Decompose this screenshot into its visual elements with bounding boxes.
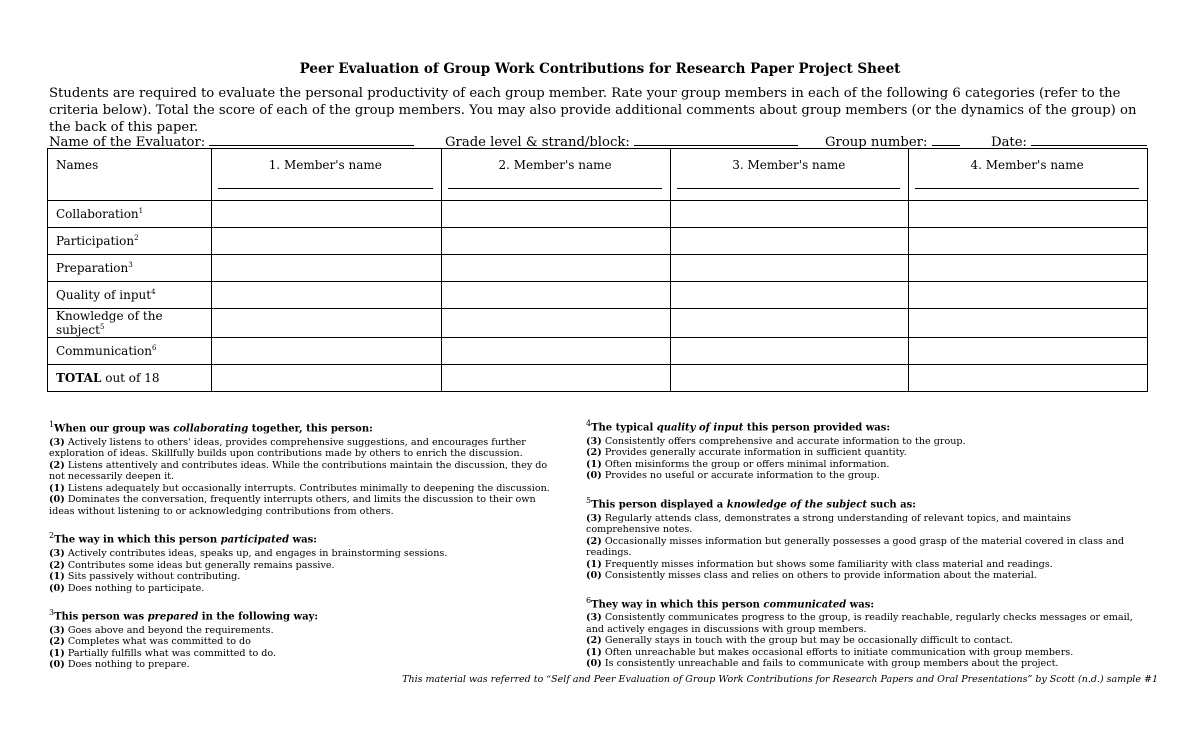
member-2-label: 2. Member's name bbox=[498, 158, 612, 172]
criteria-item bbox=[49, 460, 563, 483]
criteria-item bbox=[586, 647, 1136, 659]
score-value: (3) bbox=[586, 512, 602, 524]
criteria-heading bbox=[586, 495, 1136, 511]
member-1-header[interactable] bbox=[211, 149, 441, 201]
category-footnote-ref: 4 bbox=[151, 288, 156, 296]
criteria-item bbox=[586, 559, 1136, 571]
criteria-description: Consistently communicates progress to the group, is readily reachable, regularly checks messages or email, and actively engages in discussions with group members. bbox=[586, 612, 1133, 635]
category-name: Communication bbox=[56, 344, 152, 358]
names-header: Names bbox=[48, 149, 212, 201]
member-1-label: 1. Member's name bbox=[268, 158, 382, 172]
score-value: (3) bbox=[49, 436, 65, 448]
criteria-item bbox=[49, 548, 563, 560]
criteria-heading-num: 2 bbox=[49, 531, 55, 541]
criteria-item bbox=[49, 560, 563, 572]
score-cell[interactable] bbox=[211, 365, 441, 392]
member-2-name-line[interactable] bbox=[448, 178, 663, 189]
score-cell[interactable] bbox=[441, 201, 671, 228]
score-cell[interactable] bbox=[441, 228, 671, 255]
criteria-heading-pre: When our group was bbox=[54, 423, 174, 435]
criteria-description: Listens attentively and contributes ideas. While the contributions maintain the discussion, they do not necessarily deepen it. bbox=[49, 459, 548, 483]
table-row bbox=[48, 282, 1148, 309]
criteria-right-column bbox=[586, 418, 1136, 683]
score-cell[interactable] bbox=[671, 309, 909, 338]
criteria-item bbox=[49, 483, 563, 495]
score-cell[interactable] bbox=[211, 255, 441, 282]
score-cell[interactable] bbox=[211, 201, 441, 228]
category-footnote-ref: 1 bbox=[138, 207, 144, 215]
evaluator-blank[interactable] bbox=[209, 133, 414, 146]
score-cell[interactable] bbox=[441, 282, 671, 309]
criteria-heading-post: together, this person: bbox=[248, 423, 373, 435]
total-row bbox=[48, 365, 1148, 392]
criteria-description: Occasionally misses information but generally possesses a good grasp of the material covered in class and readings. bbox=[586, 535, 1125, 559]
score-cell[interactable] bbox=[211, 338, 441, 365]
category-name: Preparation bbox=[56, 261, 129, 275]
category-footnote-ref: 6 bbox=[151, 344, 157, 352]
criteria-heading-pre: This person was bbox=[54, 611, 148, 623]
score-cell[interactable] bbox=[211, 282, 441, 309]
member-3-header[interactable] bbox=[671, 149, 909, 201]
score-value: (1) bbox=[586, 558, 602, 570]
group-blank[interactable] bbox=[932, 133, 960, 146]
score-value: (1) bbox=[49, 571, 65, 583]
page-title: Peer Evaluation of Group Work Contributions for Research Paper Project Sheet bbox=[299, 61, 901, 77]
criteria-description: Actively listens to others' ideas, provides comprehensive suggestions, and encourages further exploration of ideas. Skillfully builds upon contributions made by others to enrich the discussion. bbox=[49, 436, 526, 460]
evaluator-label: Name of the Evaluator: bbox=[49, 135, 206, 150]
score-cell[interactable] bbox=[441, 255, 671, 282]
criteria-heading-num: 1 bbox=[49, 420, 55, 429]
total-rest: out of 18 bbox=[101, 371, 160, 385]
criteria-heading-em: prepared bbox=[147, 611, 199, 623]
score-cell[interactable] bbox=[441, 309, 671, 338]
criteria-description: Does nothing to participate. bbox=[64, 582, 205, 594]
criteria-description: Sits passively without contributing. bbox=[64, 571, 241, 583]
criteria-heading-num: 3 bbox=[49, 608, 55, 618]
criteria-description: Completes what was committed to do bbox=[64, 636, 251, 648]
criteria-heading-post: in the following way: bbox=[198, 611, 319, 623]
score-cell[interactable] bbox=[909, 255, 1148, 282]
score-cell[interactable] bbox=[909, 228, 1148, 255]
criteria-heading-em: collaborating bbox=[173, 423, 249, 435]
category-name: Knowledge of the subject bbox=[56, 309, 163, 337]
criteria-item bbox=[49, 636, 563, 648]
score-cell[interactable] bbox=[211, 309, 441, 338]
criteria-item bbox=[586, 470, 1136, 482]
criteria-item bbox=[49, 659, 563, 671]
score-cell[interactable] bbox=[671, 338, 909, 365]
score-value: (0) bbox=[586, 570, 602, 582]
table-row bbox=[48, 228, 1148, 255]
score-value: (2) bbox=[586, 447, 602, 459]
category-label bbox=[48, 282, 212, 309]
score-value: (2) bbox=[586, 535, 602, 547]
criteria-description: Goes above and beyond the requirements. bbox=[64, 624, 274, 636]
date-label: Date: bbox=[991, 135, 1027, 150]
criteria-heading-post: was: bbox=[289, 534, 317, 546]
criteria-heading-post: this person provided was: bbox=[743, 422, 891, 434]
score-cell[interactable] bbox=[211, 228, 441, 255]
member-4-label: 4. Member's name bbox=[970, 158, 1084, 172]
criteria-heading-pre: This person displayed a bbox=[591, 499, 727, 511]
score-value: (3) bbox=[586, 435, 602, 447]
criteria-description: Dominates the conversation, frequently interrupts others, and limits the discussion to their own ideas without listening to or acknowledging contributions from others. bbox=[49, 494, 536, 517]
criteria-description: Provides generally accurate information in sufficient quantity. bbox=[601, 447, 907, 459]
category-label bbox=[48, 201, 212, 228]
criteria-heading-em: communicated bbox=[763, 598, 847, 610]
category-footnote-ref: 2 bbox=[134, 234, 139, 242]
score-cell[interactable] bbox=[909, 365, 1148, 392]
criteria-description: Consistently offers comprehensive and accurate information to the group. bbox=[601, 435, 966, 447]
table-row bbox=[48, 338, 1148, 365]
score-cell[interactable] bbox=[441, 338, 671, 365]
criteria-item bbox=[586, 570, 1136, 582]
score-value: (0) bbox=[49, 494, 65, 506]
criteria-description: Frequently misses information but shows some familiarity with class material and readings. bbox=[601, 558, 1053, 570]
score-value: (1) bbox=[586, 458, 602, 470]
member-4-name-line[interactable] bbox=[915, 178, 1139, 189]
score-value: (3) bbox=[586, 612, 602, 624]
score-value: (1) bbox=[49, 647, 65, 659]
score-cell[interactable] bbox=[909, 201, 1148, 228]
criteria-item bbox=[49, 494, 563, 517]
criteria-heading-em: participated bbox=[220, 534, 290, 546]
total-bold: TOTAL bbox=[56, 371, 102, 385]
criteria-heading bbox=[49, 530, 563, 546]
criteria-description: Often misinforms the group or offers minimal information. bbox=[601, 458, 890, 470]
category-label bbox=[48, 255, 212, 282]
criteria-block bbox=[586, 495, 1136, 582]
table-row bbox=[48, 201, 1148, 228]
score-cell[interactable] bbox=[671, 282, 909, 309]
criteria-description: Often unreachable but makes occasional efforts to initiate communication with group members. bbox=[601, 646, 1074, 658]
score-cell[interactable] bbox=[441, 365, 671, 392]
criteria-item bbox=[49, 625, 563, 637]
category-footnote-ref: 3 bbox=[128, 261, 133, 269]
criteria-heading-post: such as: bbox=[866, 499, 916, 511]
criteria-heading bbox=[49, 607, 563, 623]
criteria-item bbox=[586, 536, 1136, 559]
criteria-block bbox=[49, 607, 563, 671]
score-cell[interactable] bbox=[671, 201, 909, 228]
score-value: (1) bbox=[49, 482, 65, 494]
criteria-description: Is consistently unreachable and fails to communicate with group members about the project. bbox=[601, 658, 1059, 670]
score-value: (0) bbox=[586, 470, 602, 482]
criteria-item bbox=[586, 513, 1136, 536]
score-cell[interactable] bbox=[909, 309, 1148, 338]
criteria-description: Contributes some ideas but generally remains passive. bbox=[64, 559, 335, 571]
group-label: Group number: bbox=[825, 135, 928, 150]
criteria-heading bbox=[586, 418, 1136, 434]
criteria-block bbox=[586, 595, 1136, 670]
instructions-paragraph: Students are required to evaluate the personal productivity of each group member. Rate your group members in each of the following 6 categories (refer to the criteria below). Total the score of each of the group members. You may also provide additional comments about group members (or the dynamics of the group) on the back of this paper. bbox=[49, 86, 1137, 135]
score-value: (0) bbox=[586, 658, 602, 670]
score-cell[interactable] bbox=[671, 365, 909, 392]
criteria-description: Listens adequately but occasionally interrupts. Contributes minimally to deepening the discussion. bbox=[64, 482, 550, 494]
criteria-item bbox=[586, 635, 1136, 647]
total-label bbox=[48, 365, 212, 392]
score-value: (0) bbox=[49, 582, 65, 594]
table-row bbox=[48, 255, 1148, 282]
member-3-label: 3. Member's name bbox=[732, 158, 846, 172]
criteria-heading-post: was: bbox=[846, 598, 875, 610]
criteria-item bbox=[49, 571, 563, 583]
score-value: (3) bbox=[49, 624, 65, 636]
criteria-heading-num: 4 bbox=[586, 419, 592, 428]
table-row bbox=[48, 309, 1148, 338]
criteria-left-column bbox=[49, 419, 563, 684]
grade-blank[interactable] bbox=[634, 133, 798, 146]
criteria-item bbox=[49, 583, 563, 595]
criteria-item bbox=[49, 437, 563, 460]
score-cell[interactable] bbox=[909, 338, 1148, 365]
criteria-item bbox=[586, 612, 1136, 635]
category-name: Collaboration bbox=[56, 207, 139, 221]
criteria-description: Provides no useful or accurate information to the group. bbox=[601, 470, 880, 482]
criteria-block bbox=[49, 530, 563, 594]
criteria-heading bbox=[49, 419, 563, 435]
criteria-heading-num: 5 bbox=[586, 495, 592, 505]
criteria-item bbox=[586, 459, 1136, 471]
category-label bbox=[48, 338, 212, 365]
criteria-heading-pre: The way in which this person bbox=[54, 534, 221, 546]
member-2-header[interactable] bbox=[441, 149, 671, 201]
score-value: (0) bbox=[49, 659, 65, 671]
category-name: Participation bbox=[56, 234, 135, 248]
category-footnote-ref: 5 bbox=[99, 323, 105, 331]
member-4-header[interactable] bbox=[909, 149, 1148, 201]
date-blank[interactable] bbox=[1031, 133, 1147, 146]
category-name: Quality of input bbox=[56, 288, 152, 302]
criteria-description: Actively contributes ideas, speaks up, and engages in brainstorming sessions. bbox=[64, 548, 448, 560]
criteria-description: Generally stays in touch with the group but may be occasionally difficult to contact. bbox=[601, 635, 1013, 647]
score-cell[interactable] bbox=[909, 282, 1148, 309]
criteria-item bbox=[586, 658, 1136, 670]
score-value: (2) bbox=[49, 559, 65, 571]
category-label bbox=[48, 309, 212, 338]
member-3-name-line[interactable] bbox=[677, 178, 900, 189]
score-cell[interactable] bbox=[671, 228, 909, 255]
table-header-row bbox=[48, 149, 1148, 201]
criteria-heading-pre: They way in which this person bbox=[591, 598, 764, 610]
score-value: (3) bbox=[49, 548, 65, 560]
score-cell[interactable] bbox=[671, 255, 909, 282]
criteria-item bbox=[586, 436, 1136, 448]
criteria-heading-pre: The typical bbox=[591, 422, 657, 434]
criteria-heading bbox=[586, 595, 1136, 611]
criteria-item bbox=[586, 447, 1136, 459]
criteria-block bbox=[586, 418, 1136, 482]
criteria-heading-num: 6 bbox=[586, 595, 592, 605]
criteria-description: Consistently misses class and relies on others to provide information about the material. bbox=[601, 570, 1037, 582]
criteria-heading-em: quality of input bbox=[656, 422, 744, 434]
score-value: (2) bbox=[586, 635, 602, 647]
grade-label: Grade level & strand/block: bbox=[445, 135, 630, 150]
criteria-item bbox=[49, 648, 563, 660]
category-label bbox=[48, 228, 212, 255]
criteria-heading-em: knowledge of the subject bbox=[726, 499, 867, 511]
score-value: (2) bbox=[49, 459, 65, 471]
criteria-description: Regularly attends class, demonstrates a strong understanding of relevant topics, and maintains comprehensive notes. bbox=[586, 512, 1071, 536]
score-value: (1) bbox=[586, 646, 602, 658]
criteria-block bbox=[49, 419, 563, 517]
criteria-description: Partially fulfills what was committed to do. bbox=[64, 647, 277, 659]
member-1-name-line[interactable] bbox=[218, 178, 433, 189]
evaluation-table bbox=[47, 148, 1148, 392]
source-note: This material was referred to “Self and Peer Evaluation of Group Work Contributions for Research Papers and Oral Presentations” by Scott (n.d.) sample #1 bbox=[402, 674, 1158, 685]
criteria-description: Does nothing to prepare. bbox=[64, 659, 190, 671]
score-value: (2) bbox=[49, 636, 65, 648]
